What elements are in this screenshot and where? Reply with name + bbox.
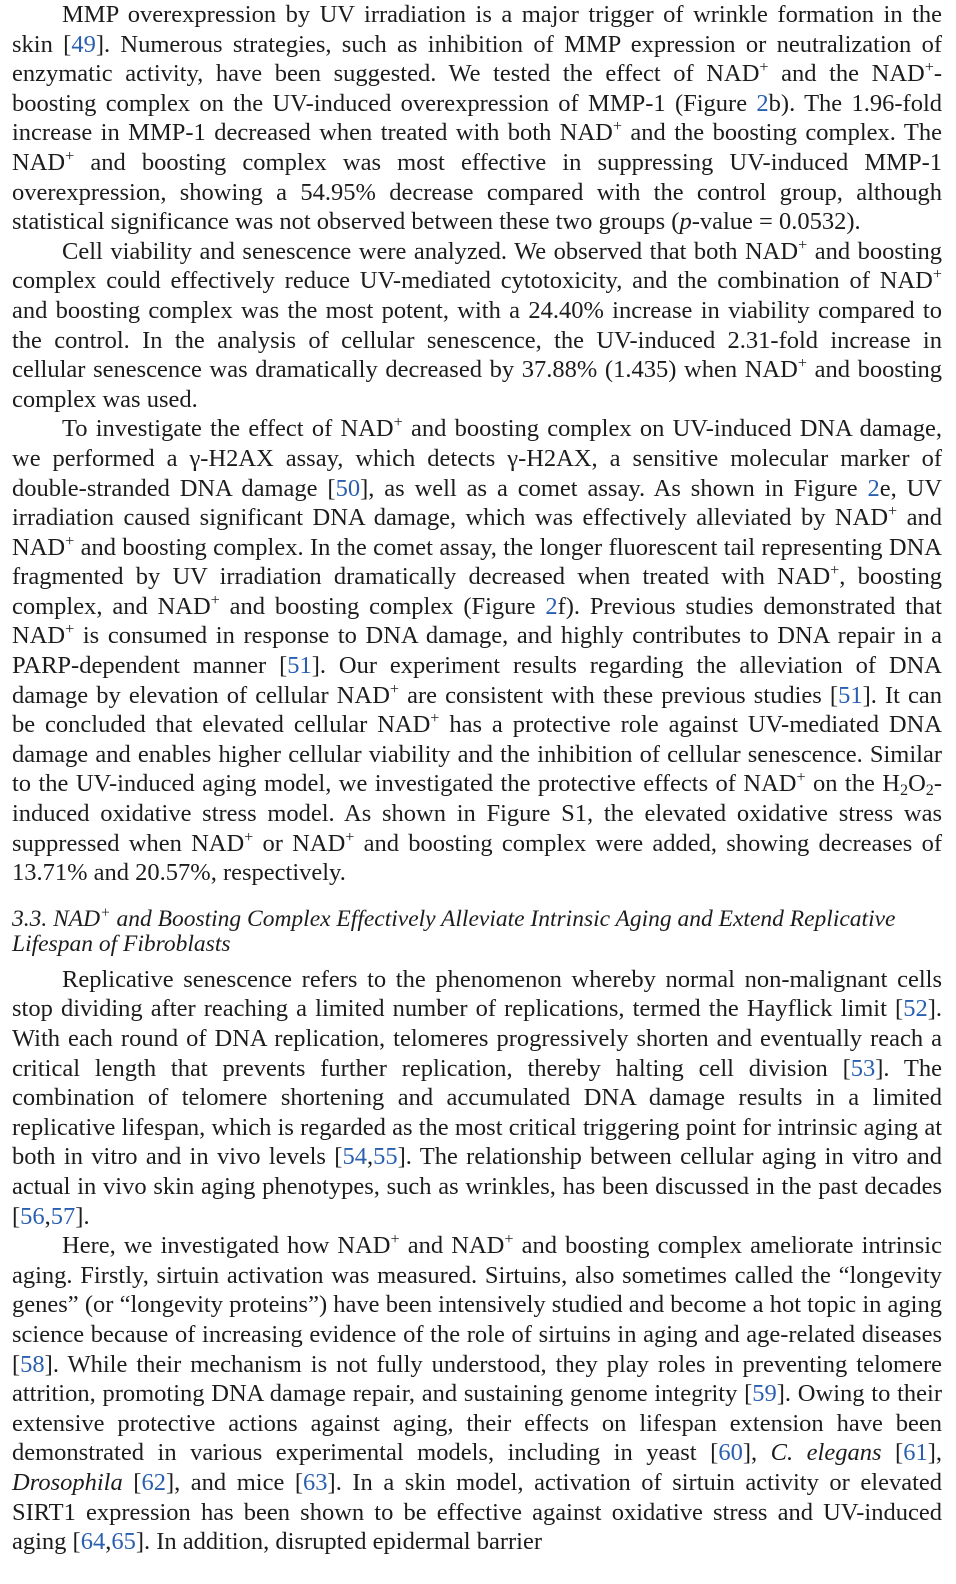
paragraph-mmp: MMP overexpression by UV irradiation is a major trigger of wrinkle formation in the skin [49]. Numerous strategies, such as inhibition of MMP expression or neutralization of enzymatic activity, have been suggested. We tested the effect of NAD+ and the NAD+-boosting complex on the UV-induced overexpression of MMP-1 (Figure 2b). The 1.96-fold increase in MMP-1 decreased when treated with both NAD+ and the boosting complex. The NAD+ and boosting complex was most effective in suppressing UV-induced MMP-1 overexpression, showing a 54.95% decrease compared with the control group, although statistical significance was not observed between these two groups (p-value = 0.0532). bbox=[12, 1, 942, 236]
citation-link[interactable]: 62 bbox=[141, 1468, 166, 1496]
paragraph-sirtuins: Here, we investigated how NAD+ and NAD+ and boosting complex ameliorate intrinsic aging. Firstly, sirtuin activation was measured. Sirtuins, also sometimes called the “longevity genes” (or “longevity proteins”) have been intensively studied and become a hot topic in aging science because of increasing evidence of the role of sirtuins in aging and age-related diseases [58]. While their mechanism is not fully understood, they play roles in preventing telomere attrition, promoting DNA damage repair, and sustaining genome integrity [59]. Owing to their extensive protective actions against aging, their effects on lifespan extension have been demonstrated in various experimental models, including in yeast [60], C. elegans [61], Drosophila [62], and mice [63]. In a skin model, activation of sirtuin activity or elevated SIRT1 expression has been shown to be effective against oxidative stress and UV-induced aging [64,65]. In addition, disrupted epidermal barrier bbox=[12, 1231, 942, 1556]
citation-link[interactable]: 51 bbox=[838, 681, 863, 709]
superscript: + bbox=[393, 414, 403, 432]
superscript: + bbox=[100, 904, 111, 922]
citation-link[interactable]: 59 bbox=[752, 1380, 777, 1408]
citation-link[interactable]: 65 bbox=[111, 1528, 136, 1556]
superscript: + bbox=[797, 355, 807, 373]
citation-link[interactable]: 50 bbox=[335, 474, 361, 502]
superscript: + bbox=[389, 680, 400, 698]
body-text-lower bbox=[12, 965, 942, 1557]
superscript: + bbox=[430, 710, 440, 728]
citation-link[interactable]: 58 bbox=[20, 1350, 45, 1378]
italic-text: C. elegans bbox=[770, 1439, 882, 1467]
superscript: + bbox=[759, 59, 769, 77]
subscript: 2 bbox=[899, 782, 909, 800]
citation-link[interactable]: 61 bbox=[903, 1439, 928, 1467]
italic-text: Drosophila bbox=[12, 1468, 123, 1496]
section-heading-3-3: 3.3. NAD+ and Boosting Complex Effectively Alleviate Intrinsic Aging and Extend Replicative Lifespan of Fibroblasts bbox=[12, 904, 896, 957]
citation-link[interactable]: 60 bbox=[718, 1439, 743, 1467]
citation-link[interactable]: 63 bbox=[303, 1468, 328, 1496]
superscript: + bbox=[65, 148, 75, 166]
citation-link[interactable]: 55 bbox=[373, 1143, 398, 1171]
citation-link[interactable]: 2 bbox=[867, 474, 880, 502]
superscript: + bbox=[830, 562, 840, 580]
paragraph-viability: Cell viability and senescence were analyzed. We observed that both NAD+ and boosting complex could effectively reduce UV-mediated cytotoxicity, and the combination of NAD+ and boosting complex was the most potent, with a 24.40% increase in viability compared to the control. In the analysis of cellular senescence, the UV-induced 2.31-fold increase in cellular senescence was dramatically decreased by 37.88% (1.435) when NAD+ and boosting complex was used. bbox=[12, 236, 942, 413]
superscript: + bbox=[504, 1231, 514, 1249]
citation-link[interactable]: 56 bbox=[20, 1202, 45, 1230]
superscript: + bbox=[888, 503, 898, 521]
superscript: + bbox=[796, 769, 806, 787]
citation-link[interactable]: 64 bbox=[80, 1528, 106, 1556]
superscript: + bbox=[924, 59, 934, 77]
citation-link[interactable]: 2 bbox=[756, 89, 769, 117]
superscript: + bbox=[932, 266, 942, 284]
citation-link[interactable]: 52 bbox=[903, 995, 928, 1023]
superscript: + bbox=[210, 591, 220, 609]
subscript: 2 bbox=[925, 782, 934, 800]
italic-text: p bbox=[679, 208, 692, 236]
superscript: + bbox=[798, 236, 808, 254]
body-text-upper bbox=[12, 0, 942, 888]
superscript: + bbox=[244, 828, 254, 846]
paragraph-replicative-senescence: Replicative senescence refers to the phenomenon whereby normal non-malignant cells stop dividing after reaching a limited number of replications, termed the Hayflick limit [52]. With each round of DNA replication, telomeres progressively shorten and eventually reach a critical length that prevents further replication, thereby halting cell division [53]. The combination of telomere shortening and accumulated DNA damage results in a limited replicative lifespan, which is regarded as the most critical triggering point for intrinsic aging at both in vitro and in vivo levels [54,55]. The relationship between cellular aging in vitro and actual in vivo skin aging phenotypes, such as wrinkles, has been discussed in the past decades [56,57]. bbox=[12, 965, 943, 1230]
superscript: + bbox=[65, 532, 75, 550]
citation-link[interactable]: 2 bbox=[545, 592, 558, 620]
citation-link[interactable]: 49 bbox=[71, 30, 96, 58]
superscript: + bbox=[65, 621, 75, 639]
superscript: + bbox=[345, 828, 355, 846]
superscript: + bbox=[390, 1231, 400, 1249]
superscript: + bbox=[612, 118, 622, 136]
citation-link[interactable]: 54 bbox=[342, 1143, 367, 1171]
citation-link[interactable]: 51 bbox=[287, 652, 312, 680]
paragraph-dna-damage: To investigate the effect of NAD+ and boosting complex on UV-induced DNA damage, we performed a γ-H2AX assay, which detects γ-H2AX, a sensitive molecular marker of double-stranded DNA damage [50], as well as a comet assay. As shown in Figure 2e, UV irradiation caused significant DNA damage, which was effectively alleviated by NAD+ and NAD+ and boosting complex. In the comet assay, the longer fluorescent tail representing DNA fragmented by UV irradiation dramatically decreased when treated with NAD+, boosting complex, and NAD+ and boosting complex (Figure 2f). Previous studies demonstrated that NAD+ is consumed in response to DNA damage, and highly contributes to DNA repair in a PARP-dependent manner [51]. Our experiment results regarding the alleviation of DNA damage by elevation of cellular NAD+ are consistent with these previous studies [51]. It can be concluded that elevated cellular NAD+ has a protective role against UV-mediated DNA damage and enables higher cellular viability and the inhibition of cellular senescence. Similar to the UV-induced aging model, we investigated the protective effects of NAD+ on the $H_2O_2$-induced oxidative stress model. As shown in Figure S1, the elevated oxidative stress was suppressed when NAD+ or NAD+ and boosting complex were added, showing decreases of 13.71% and 20.57%, respectively. bbox=[12, 414, 943, 887]
citation-link[interactable]: 53 bbox=[850, 1054, 876, 1082]
citation-link[interactable]: 57 bbox=[50, 1202, 76, 1230]
